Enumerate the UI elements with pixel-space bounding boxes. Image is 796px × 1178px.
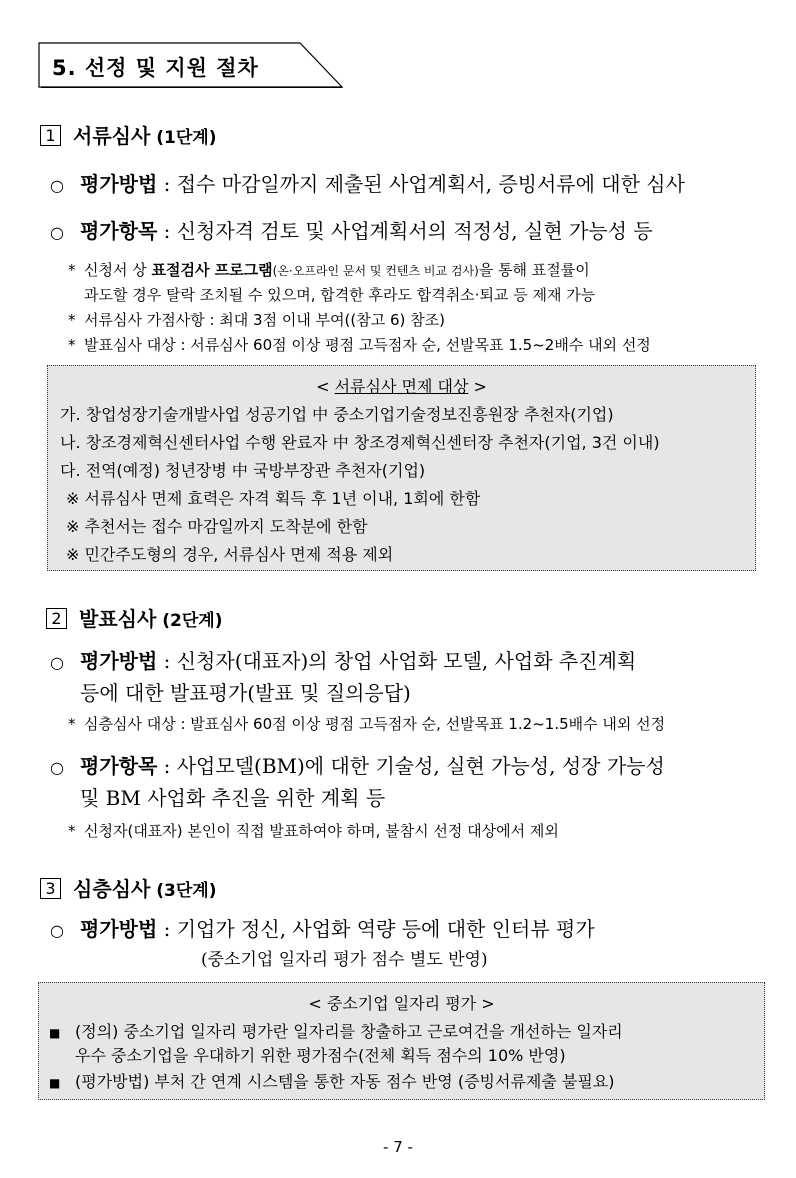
exemption-line-c: 다. 전역(예정) 청년장병 中 국방부장관 추천자(기업) <box>60 461 426 480</box>
job-eval-text: (정의) 중소기업 일자리 평가란 일자리를 창출하고 근로여건을 개선하는 일자리 <box>75 1022 623 1041</box>
separator: : <box>157 649 177 673</box>
step2-title: 발표심사 <box>79 607 157 631</box>
separator: : <box>157 917 177 941</box>
step3-method-text: 기업가 정신, 사업화 역량 등에 대한 인터뷰 평가 <box>176 917 595 941</box>
step1-note-1 <box>68 259 590 280</box>
asterisk-icon: * <box>68 311 76 329</box>
step3-title: 심층심사 <box>73 877 151 901</box>
exemption-line-a: 가. 창업성장기술개발사업 성공기업 中 중소기업기술정보진흥원장 추천자(기업) <box>60 405 614 424</box>
job-eval-text: (평가방법) 부처 간 연계 시스템을 통한 자동 점수 반영 (증빙서류제출 불필요) <box>75 1072 615 1091</box>
step3-method-cont: (중소기업 일자리 평가 점수 별도 반영) <box>201 950 488 970</box>
exemption-note-2: ※ 추천서는 접수 마감일까지 도착분에 한함 <box>66 517 368 536</box>
separator: : <box>157 219 177 243</box>
step3-method <box>50 913 595 942</box>
circle-bullet-icon: ○ <box>50 921 64 940</box>
exemption-line-b: 나. 창조경제혁신센터사업 수행 완료자 中 창조경제혁신센터장 추천자(기업, 3건 이내) <box>60 433 660 452</box>
step2-method-cont: 등에 대한 발표평가(발표 및 질의응답) <box>80 681 411 705</box>
step1-note-2 <box>68 309 445 330</box>
step2-method-note <box>68 713 665 734</box>
note-text: 신청서 상 <box>84 261 152 279</box>
asterisk-icon: * <box>68 261 76 279</box>
step2-items-cont: 및 BM 사업화 추진을 위한 계획 등 <box>80 786 386 810</box>
step3-subtitle: (3단계) <box>156 881 217 901</box>
step2-method-key: 평가방법 <box>80 649 158 673</box>
job-eval-line-1 <box>49 1019 623 1042</box>
separator: : <box>157 172 177 196</box>
circle-bullet-icon: ○ <box>50 223 64 242</box>
step2-method-text: 신청자(대표자)의 창업 사업화 모델, 사업화 추진계획 <box>176 649 637 673</box>
step1-items-key: 평가항목 <box>80 219 158 243</box>
note-text: 을 통해 표절률이 <box>478 261 590 279</box>
exemption-box-title <box>48 374 755 397</box>
step2-items <box>50 750 665 779</box>
job-eval-line-2 <box>49 1069 615 1092</box>
exemption-box <box>47 365 756 571</box>
exemption-box-title-text: 서류심사 면제 대상 <box>334 377 469 396</box>
step3-number: 3 <box>40 878 61 899</box>
asterisk-icon: * <box>68 822 76 840</box>
step2-heading <box>46 603 223 632</box>
bracket: < <box>316 377 335 396</box>
circle-bullet-icon: ○ <box>50 653 64 672</box>
asterisk-icon: * <box>68 336 76 354</box>
section-title-text: 5. 선정 및 지원 절차 <box>52 56 259 80</box>
note-small-text: (온·오프라인 문서 및 컨텐츠 비교 검사) <box>272 264 479 278</box>
step3-heading <box>40 873 217 902</box>
step1-method-text: 접수 마감일까지 제출된 사업계획서, 증빙서류에 대한 심사 <box>176 172 685 196</box>
note-text: 서류심사 가점사항 : 최대 3점 이내 부여((참고 6) 참조) <box>84 311 446 329</box>
step2-items-text: 사업모델(BM)에 대한 기술성, 실현 가능성, 성장 가능성 <box>176 754 665 778</box>
step1-title: 서류심사 <box>73 124 151 148</box>
note-text: 발표심사 대상 : 서류심사 60점 이상 평점 고득점자 순, 선발목표 1.5~2배수 내외 선정 <box>84 336 651 354</box>
step2-number: 2 <box>46 608 67 629</box>
step1-number: 1 <box>40 125 61 146</box>
note-text: 신청자(대표자) 본인이 직접 발표하여야 하며, 불참시 선정 대상에서 제외 <box>84 822 559 840</box>
circle-bullet-icon: ○ <box>50 758 64 777</box>
step1-method <box>50 168 685 197</box>
step2-items-key: 평가항목 <box>80 754 158 778</box>
step1-note-3 <box>68 334 651 355</box>
job-eval-line-1-cont: 우수 중소기업을 우대하기 위한 평가점수(전체 획득 점수의 10% 반영) <box>75 1046 566 1065</box>
job-eval-box-title: < 중소기업 일자리 평가 > <box>308 994 495 1013</box>
step1-note-1-cont: 과도할 경우 탈락 조치될 수 있으며, 합격한 후라도 합격취소·퇴교 등 제재 가능 <box>84 286 596 304</box>
note-text: 심층심사 대상 : 발표심사 60점 이상 평점 고득점자 순, 선발목표 1.2~1.5배수 내외 선정 <box>84 715 666 733</box>
bracket: > <box>468 377 487 396</box>
exemption-note-1: ※ 서류심사 면제 효력은 자격 획득 후 1년 이내, 1회에 한함 <box>66 489 481 508</box>
step2-items-note <box>68 820 559 841</box>
step3-method-key: 평가방법 <box>80 917 158 941</box>
step1-method-key: 평가방법 <box>80 172 158 196</box>
square-bullet-icon: ■ <box>49 1076 61 1090</box>
step1-subtitle: (1단계) <box>156 128 217 148</box>
page-number: - 7 - <box>383 1138 413 1156</box>
step1-items <box>50 215 653 244</box>
note-bold-text: 표절검사 프로그램 <box>151 261 273 279</box>
square-bullet-icon: ■ <box>49 1026 61 1040</box>
step2-method <box>50 645 636 674</box>
job-eval-box <box>38 982 765 1100</box>
exemption-note-3: ※ 민간주도형의 경우, 서류심사 면제 적용 제외 <box>66 545 394 564</box>
step1-heading <box>40 120 217 149</box>
circle-bullet-icon: ○ <box>50 176 64 195</box>
section-title <box>38 42 344 88</box>
step2-subtitle: (2단계) <box>162 611 223 631</box>
step1-items-text: 신청자격 검토 및 사업계획서의 적정성, 실현 가능성 등 <box>176 219 653 243</box>
separator: : <box>157 754 177 778</box>
asterisk-icon: * <box>68 715 76 733</box>
